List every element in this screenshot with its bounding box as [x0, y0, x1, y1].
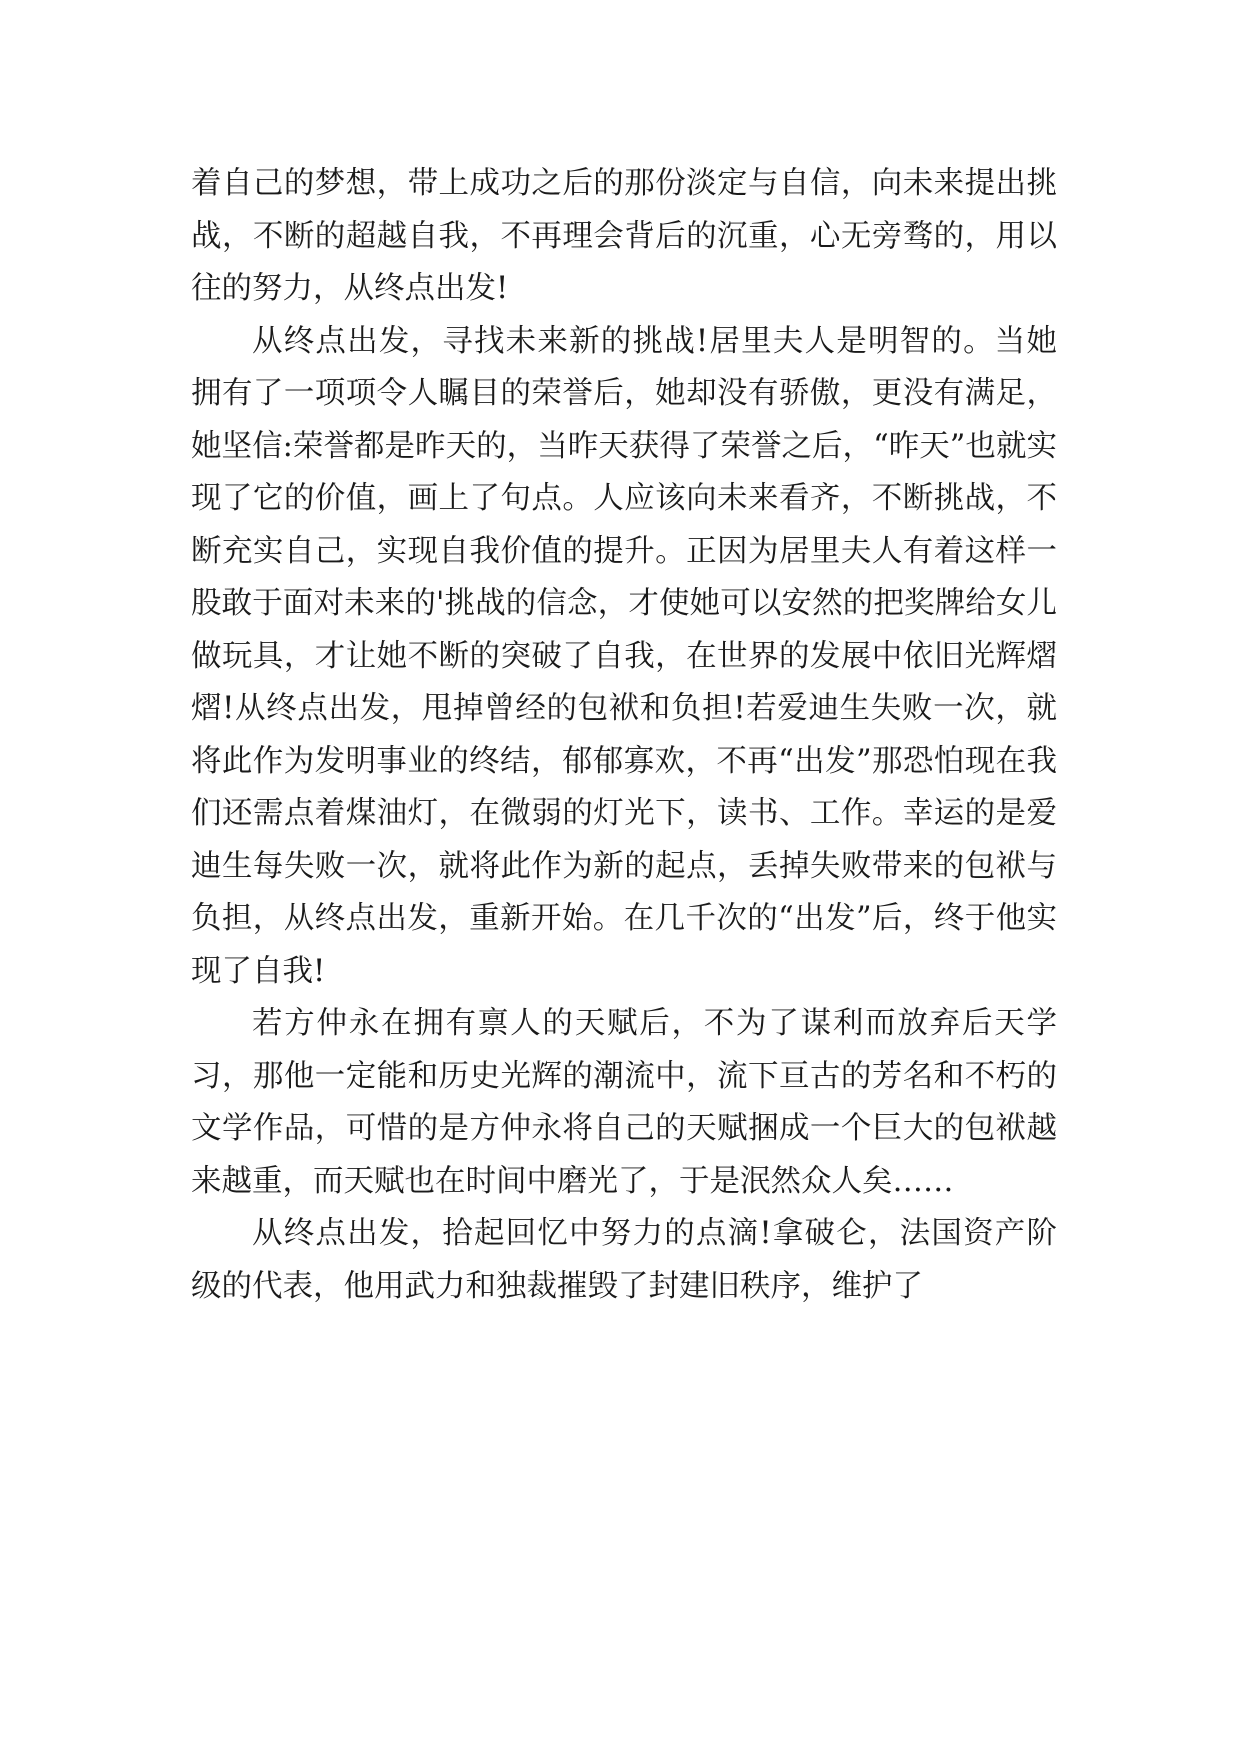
essay-body: [191, 158, 1057, 1313]
paragraph-4: 从终点出发，拾起回忆中努力的点滴!拿破仑，法国资产阶级的代表，他用武力和独裁摧毁了封建旧秩序，维护了: [191, 1216, 1057, 1304]
paragraph-3: 若方仲永在拥有禀人的天赋后，不为了谋利而放弃后天学习，那他一定能和历史光辉的潮流中，流下亘古的芳名和不朽的文学作品，可惜的是方仲永将自己的天赋捆成一个巨大的包袱越来越重，而天赋也在时间中磨光了，于是泯然众人矣……: [191, 1006, 1057, 1199]
paragraph-2: 从终点出发，寻找未来新的挑战!居里夫人是明智的。当她拥有了一项项令人瞩目的荣誉后，她却没有骄傲，更没有满足，她坚信:荣誉都是昨天的，当昨天获得了荣誉之后，“昨天”也就实现了它的价值，画上了句点。人应该向未来看齐，不断挑战，不断充实自己，实现自我价值的提升。正因为居里夫人有着这样一股敢于面对未来的'挑战的信念，才使她可以安然的把奖牌给女儿做玩具，才让她不断的突破了自我，在世界的发展中依旧光辉熠熠!从终点出发，甩掉曾经的包袱和负担!若爱迪生失败一次，就将此作为发明事业的终结，郁郁寡欢，不再“出发”那恐怕现在我们还需点着煤油灯，在微弱的灯光下，读书、工作。幸运的是爱迪生每失败一次，就将此作为新的起点，丢掉失败带来的包袱与负担，从终点出发，重新开始。在几千次的“出发”后，终于他实现了自我!: [191, 323, 1057, 989]
paragraph-1: 着自己的梦想，带上成功之后的那份淡定与自信，向未来提出挑战，不断的超越自我，不再理会背后的沉重，心无旁骛的，用以往的努力，从终点出发!: [191, 166, 1057, 306]
